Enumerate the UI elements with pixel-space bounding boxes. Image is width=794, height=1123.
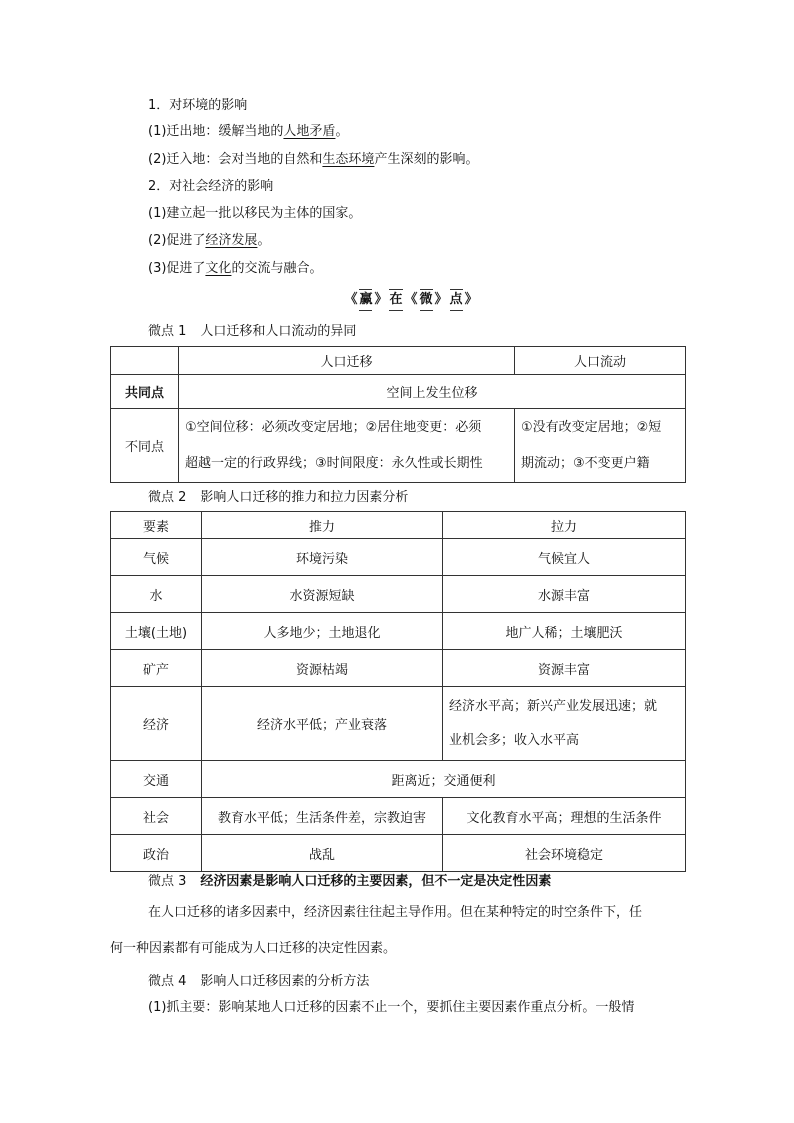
table-row bbox=[111, 576, 686, 613]
row-label: 共同点 bbox=[111, 375, 179, 409]
socio-item-3-suffix: 的交流与融合。 bbox=[231, 261, 323, 276]
env-item-1-prefix: (1)迁出地：缓解当地的 bbox=[148, 124, 284, 139]
banner-char: 微 bbox=[420, 289, 433, 311]
pull-cell: 资源丰富 bbox=[443, 650, 686, 687]
banner-chevron-icon: 》 bbox=[434, 292, 448, 307]
paragraph-line: (1)抓主要：影响某地人口迁移的因素不止一个，要抓住主要因素作重点分析。一般情 bbox=[148, 1000, 635, 1015]
socio-item-2-suffix: 。 bbox=[257, 233, 271, 248]
point-3-tag: 微点 3 bbox=[148, 874, 187, 889]
push-cell: 资源枯竭 bbox=[202, 650, 443, 687]
table-row bbox=[111, 512, 686, 539]
banner-char: 赢 bbox=[359, 289, 372, 311]
diff-flow-line: 期流动；③不变更户籍 bbox=[521, 455, 650, 471]
pull-line: 业机会多；收入水平高 bbox=[449, 732, 580, 748]
table-row bbox=[111, 835, 686, 872]
push-cell: 水资源短缺 bbox=[202, 576, 443, 613]
table-header-cell: 人口迁移 bbox=[179, 347, 515, 375]
table-row bbox=[111, 375, 686, 409]
table-row bbox=[111, 539, 686, 576]
banner-chevron-icon: 》 bbox=[374, 292, 388, 307]
point-1-heading bbox=[148, 320, 356, 339]
factor-cell: 经济 bbox=[111, 687, 202, 761]
pull-cell: 水源丰富 bbox=[443, 576, 686, 613]
table-header-cell bbox=[111, 347, 179, 375]
socio-item-3 bbox=[148, 260, 322, 278]
push-cell: 教育水平低；生活条件差，宗教迫害 bbox=[202, 798, 443, 835]
section-title-environment: 1．对环境的影响 bbox=[148, 98, 248, 113]
diff-flow-line: ①没有改变定居地；②短 bbox=[521, 419, 662, 435]
banner-chevron-icon: 》 bbox=[464, 292, 478, 307]
env-item-2 bbox=[148, 151, 478, 169]
point-3-paragraph bbox=[110, 895, 690, 967]
factor-cell: 矿产 bbox=[111, 650, 202, 687]
push-cell: 战乱 bbox=[202, 835, 443, 872]
point-1-title: 人口迁移和人口流动的异同 bbox=[200, 324, 357, 339]
table-row bbox=[111, 650, 686, 687]
socio-item-3-prefix: (3)促进了 bbox=[148, 261, 206, 276]
socio-item-3-answer: 文化 bbox=[205, 261, 232, 276]
pull-cell: 气候宜人 bbox=[443, 539, 686, 576]
factor-cell: 水 bbox=[111, 576, 202, 613]
env-item-2-prefix: (2)迁入地：会对当地的自然和 bbox=[148, 152, 323, 167]
factor-cell: 政治 bbox=[111, 835, 202, 872]
banner-chevron-icon: 《 bbox=[344, 292, 358, 307]
paragraph-line: 何一种因素都有可能成为人口迁移的决定性因素。 bbox=[110, 941, 397, 956]
merged-cell: 距离近；交通便利 bbox=[202, 761, 686, 798]
table-header-cell: 要素 bbox=[111, 512, 202, 539]
env-item-1 bbox=[148, 123, 348, 141]
diff-flow-cell bbox=[515, 409, 686, 483]
table-row bbox=[111, 347, 686, 375]
section-banner bbox=[344, 288, 478, 312]
table-row bbox=[111, 687, 686, 761]
section-title-socioeconomic: 2．对社会经济的影响 bbox=[148, 179, 274, 194]
push-cell: 人多地少；土地退化 bbox=[202, 613, 443, 650]
push-cell: 环境污染 bbox=[202, 539, 443, 576]
table-row bbox=[111, 613, 686, 650]
factor-cell: 社会 bbox=[111, 798, 202, 835]
point-3-heading bbox=[148, 870, 551, 889]
factor-cell: 土壤(土地) bbox=[111, 613, 202, 650]
pull-cell: 文化教育水平高；理想的生活条件 bbox=[443, 798, 686, 835]
env-item-1-answer: 人地矛盾 bbox=[283, 124, 336, 139]
table-header-cell: 拉力 bbox=[443, 512, 686, 539]
point-2-tag: 微点 2 bbox=[148, 490, 187, 505]
pull-line: 经济水平高；新兴产业发展迅速；就 bbox=[449, 698, 658, 714]
table-row bbox=[111, 761, 686, 798]
point-4-tag: 微点 4 bbox=[148, 974, 187, 989]
point-2-title: 影响人口迁移的推力和拉力因素分析 bbox=[200, 490, 409, 505]
socio-item-2-answer: 经济发展 bbox=[205, 233, 258, 248]
table-header-cell: 推力 bbox=[202, 512, 443, 539]
common-value: 空间上发生位移 bbox=[179, 375, 686, 409]
table-row bbox=[111, 409, 686, 483]
table-header-cell: 人口流动 bbox=[515, 347, 686, 375]
pull-cell: 地广人稀；土壤肥沃 bbox=[443, 613, 686, 650]
push-pull-table bbox=[110, 511, 686, 872]
socio-item-1: (1)建立起一批以移民为主体的国家。 bbox=[148, 206, 362, 221]
env-item-2-answer: 生态环境 bbox=[322, 152, 375, 167]
factor-cell: 交通 bbox=[111, 761, 202, 798]
socio-item-2-prefix: (2)促进了 bbox=[148, 233, 206, 248]
push-cell: 经济水平低；产业衰落 bbox=[202, 687, 443, 761]
point-3-title: 经济因素是影响人口迁移的主要因素，但不一定是决定性因素 bbox=[200, 874, 552, 889]
diff-migration-line: ①空间位移：必须改变定居地；②居住地变更：必须 bbox=[185, 419, 482, 435]
pull-cell bbox=[443, 687, 686, 761]
point-2-heading bbox=[148, 486, 408, 505]
diff-migration-line: 超越一定的行政界线；③时间限度：永久性或长期性 bbox=[185, 455, 483, 471]
row-label: 不同点 bbox=[111, 409, 179, 483]
point-4-heading bbox=[148, 970, 369, 989]
banner-char: 在 bbox=[389, 289, 402, 311]
point-1-tag: 微点 1 bbox=[148, 324, 187, 339]
banner-chevron-icon: 《 bbox=[404, 292, 418, 307]
table-row bbox=[111, 798, 686, 835]
factor-cell: 气候 bbox=[111, 539, 202, 576]
env-item-1-suffix: 。 bbox=[335, 124, 349, 139]
socio-item-2 bbox=[148, 232, 270, 250]
banner-char: 点 bbox=[450, 289, 463, 311]
paragraph-line: 在人口迁移的诸多因素中，经济因素往往起主导作用。但在某种特定的时空条件下，任 bbox=[148, 905, 643, 920]
pull-cell: 社会环境稳定 bbox=[443, 835, 686, 872]
diff-migration-cell bbox=[179, 409, 515, 483]
point-4-paragraph bbox=[148, 990, 688, 1026]
env-item-2-suffix: 产生深刻的影响。 bbox=[374, 152, 479, 167]
point-4-title: 影响人口迁移因素的分析方法 bbox=[200, 974, 370, 989]
migration-vs-flow-table bbox=[110, 346, 686, 483]
